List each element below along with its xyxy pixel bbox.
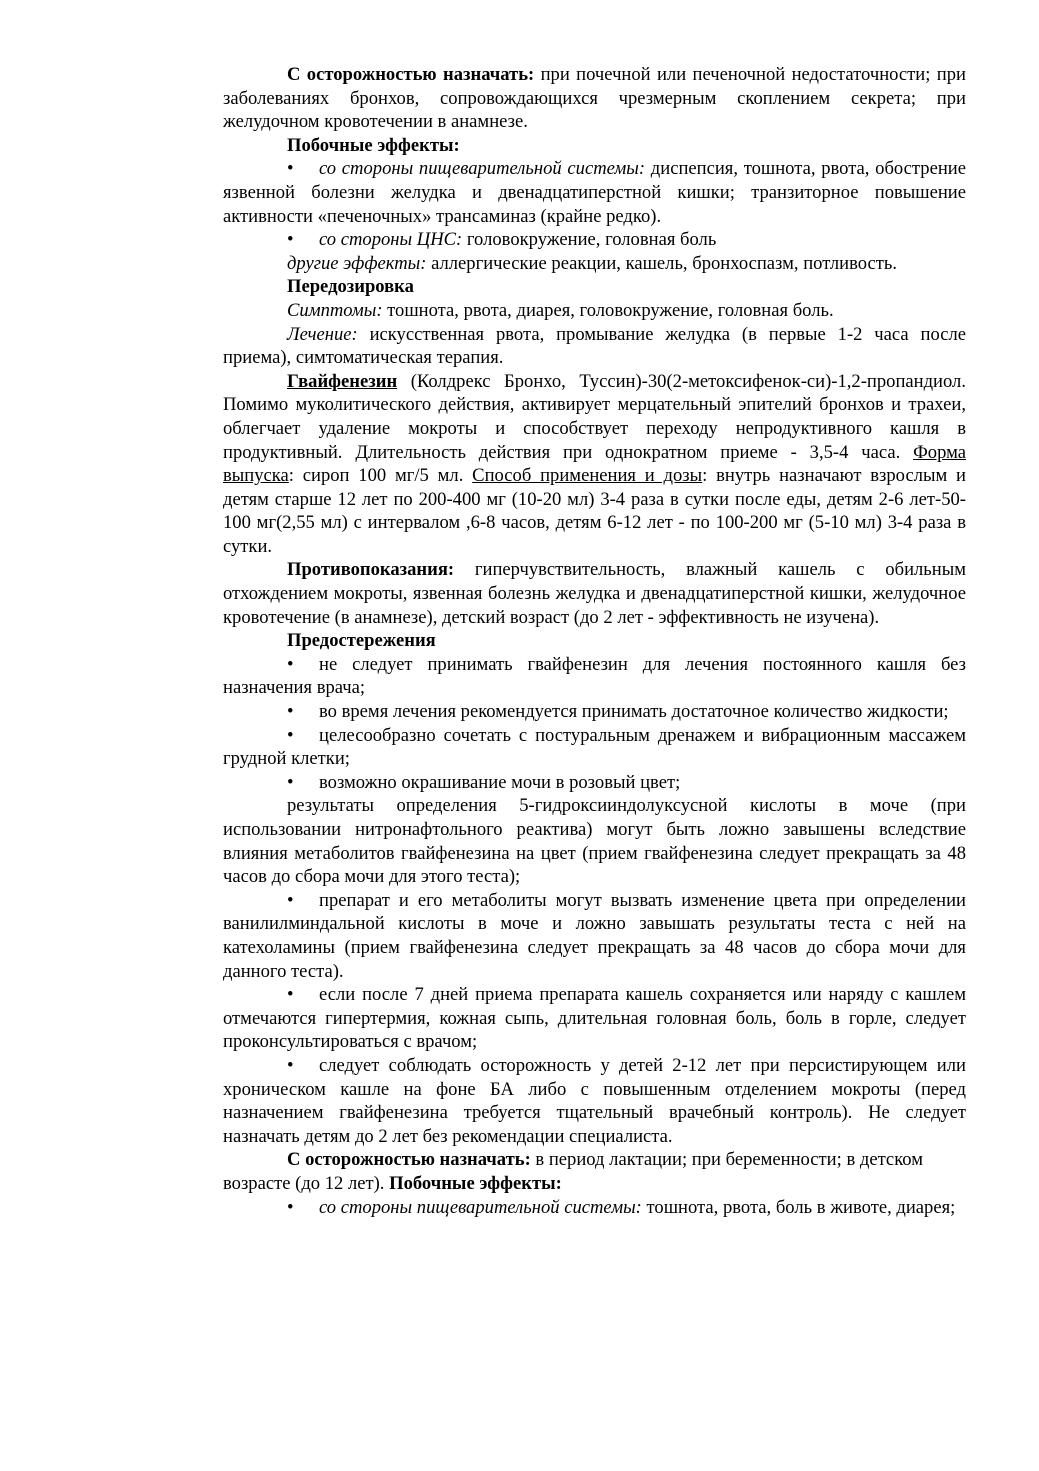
list-item: [223, 889, 966, 983]
list-item: [223, 771, 966, 795]
side-effect-text: головокружение, головная боль: [462, 229, 717, 251]
bullet: •: [287, 724, 294, 746]
list-item-text: следует соблюдать осторожность у детей 2-12 лет при персистирующем или хроническом кашле на фоне БА либо с повышенным отделением мокроты (перед назначением гвайфенезина требуется тщательный врачебный контроль). Не следует назначать детям до 2 лет без рекомендации специалиста.: [223, 1054, 966, 1147]
bullet: •: [287, 889, 294, 911]
caution-paragraph-2: [223, 1148, 966, 1195]
list-item-text: препарат и его метаболиты могут вызвать изменение цвета при определении ванилилминдальной кислоты в моче и ложно завышать результаты теста с ней на катехоламины (прием гвайфенезина следует прекращать за 48 часов до сбора мочи для данного теста).: [223, 889, 966, 982]
side-effects-heading: Побочные эффекты:: [287, 134, 460, 156]
list-item: [223, 724, 966, 771]
side-effect-digestive-2: [223, 1196, 966, 1220]
overdose-heading: Передозировка: [287, 276, 414, 298]
side-effect-label: со стороны пищеварительной системы:: [319, 158, 646, 180]
side-effect-text: тошнота, рвота, боль в животе, диарея;: [641, 1196, 956, 1218]
bullet: •: [287, 701, 294, 723]
list-item-text: возможно окрашивание мочи в розовый цвет;: [319, 771, 681, 793]
list-item: [223, 700, 966, 724]
list-item-text: если после 7 дней приема препарата кашель сохраняется или наряду с кашлем отмечаются гипертермия, кожная сыпь, длительная головная боль, боль в горле, следует проконсультироваться с врачом;: [223, 984, 966, 1053]
list-item-text: не следует принимать гвайфенезин для лечения постоянного кашля без назначения врача;: [223, 653, 966, 699]
precautions-heading: Предостережения: [287, 630, 436, 652]
bullet: •: [287, 771, 294, 793]
dose-text: : внутрь назначают взрослым и детям старше 12 лет по 200-400 мг (10-20 мл) 3-4 раза в сутки после еды, детям 2-6 лет-50-100 мг(2,55 мл) с интервалом ,6-8 часов, детям 6-12 лет - по 100-200 мг (5-10 мл) 3-4 раза в сутки.: [223, 465, 966, 557]
guaifenesin-paragraph: [223, 370, 966, 559]
drug-description: (Колдрекс Бронхо, Туссин)-30(2-метоксифенок-си)-1,2-пропандиол. Помимо муколитического действия, активирует мерцательный эпителий бронхов и трахеи, облегчает удаление мокроты и способствует переходу непродуктивного кашля в продуктивный. Длительность действия при однократном приеме - 3,5-4 часа.: [223, 370, 966, 463]
bullet: •: [287, 984, 294, 1006]
bullet: •: [287, 158, 294, 180]
side-effect-label: со стороны ЦНС:: [319, 229, 463, 251]
side-effects-heading-inline: Побочные эффекты:: [389, 1172, 562, 1194]
precaution-plain: результаты определения 5-гидроксииндолуксусной кислоты в моче (при использовании нитронафтольного реактива) могут быть ложно завышены вследствие влияния метаболитов гвайфенезина на цвет (прием гвайфенезина следует прекращать за 48 часов до сбора мочи для этого теста);: [223, 795, 966, 888]
bullet: •: [287, 653, 294, 675]
list-item: [223, 1054, 966, 1148]
list-item-text: во время лечения рекомендуется принимать достаточное количество жидкости;: [319, 701, 949, 723]
overdose-symptoms-label: Симптомы:: [287, 299, 383, 321]
caution-lead: С осторожностью назначать:: [287, 64, 535, 85]
list-item-text: целесообразно сочетать с постуральным дренажем и вибрационным массажем грудной клетки;: [223, 724, 966, 770]
dose-label: Способ применения и дозы: [472, 465, 703, 487]
side-effect-label: другие эффекты:: [287, 252, 427, 274]
caution-paragraph: [223, 63, 966, 134]
contraindications-paragraph: [223, 558, 966, 629]
contraindications-text: гиперчувствительность, влажный кашель с обильным отхождением мокроты, язвенная болезнь желудка и двенадцатиперстной кишки, желудочное кровотечение (в анамнезе), детский возраст (до 2 лет - эффективность не изучена).: [223, 559, 966, 628]
overdose-symptoms-text: тошнота, рвота, диарея, головокружение, головная боль.: [382, 299, 834, 321]
bullet: •: [287, 1054, 294, 1076]
overdose-symptoms: [223, 299, 966, 323]
caution-text: при почечной или печеночной недостаточности; при заболеваниях бронхов, сопровождающихся чрезмерным скоплением секрета; при желудочном кровотечении в анамнезе.: [223, 64, 966, 133]
document-page: [223, 63, 966, 1219]
form-text: : сироп 100 мг/5 мл.: [288, 465, 473, 487]
side-effect-digestive: [223, 157, 966, 228]
list-item: [223, 983, 966, 1054]
overdose-treatment-text: искусственная рвота, промывание желудка (в первые 1-2 часа после приема), симтоматическая терапия.: [223, 323, 966, 369]
contraindications-lead: Противопоказания:: [287, 559, 455, 581]
overdose-treatment-label: Лечение:: [287, 323, 358, 345]
caution-lead: С осторожностью назначать:: [287, 1149, 531, 1171]
side-effect-other: [223, 252, 966, 276]
bullet: •: [287, 1196, 294, 1218]
side-effect-label: со стороны пищеварительной системы:: [319, 1196, 642, 1218]
form-label: Форма выпуска: [223, 441, 966, 487]
side-effect-cns: [223, 228, 966, 252]
drug-name: Гвайфенезин: [287, 370, 398, 392]
caution-text: в период лактации; при беременности; в детском возрасте (до 12 лет).: [223, 1149, 923, 1194]
bullet: •: [287, 229, 294, 251]
side-effect-text: диспепсия, тошнота, рвота, обострение язвенной болезни желудка и двенадцатиперстной кишки; транзиторное повышение активности «печеночных» трансаминаз (крайне редко).: [223, 158, 966, 227]
overdose-treatment: [223, 323, 966, 370]
side-effect-text: аллергические реакции, кашель, бронхоспазм, потливость.: [426, 252, 898, 274]
list-item: [223, 653, 966, 700]
